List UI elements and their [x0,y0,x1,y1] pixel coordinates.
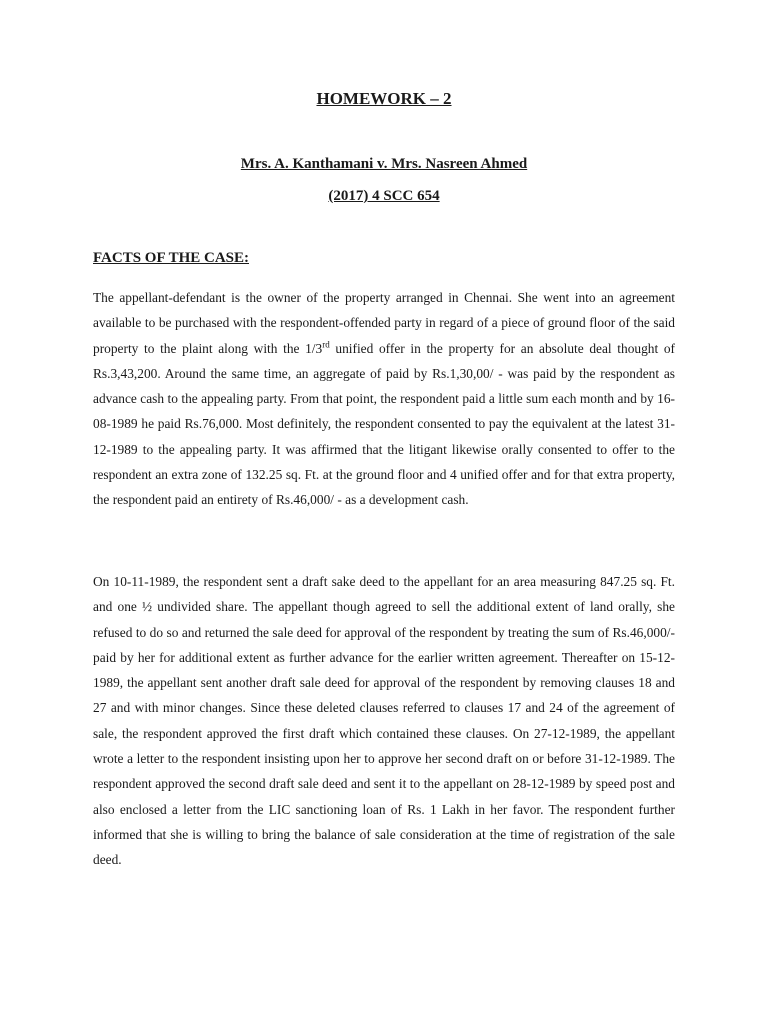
facts-paragraph-2: On 10-11-1989, the respondent sent a draft sake deed to the appellant for an area measuring 847.25 sq. Ft. and one ½ undivided share. The appellant though agreed to sell the additional extent of land orally, she refused to do so and returned the sale deed for approval of the respondent by treating the sum of Rs.46,000/- paid by her for additional extent as further advance for the earlier written agreement. Thereafter on 15-12-1989, the appellant sent another draft sale deed for approval of the respondent by removing clauses 18 and 27 and with minor changes. Since these deleted clauses referred to clauses 17 and 24 of the agreement of sale, the respondent approved the first draft which contained these clauses. On 27-12-1989, the appellant wrote a letter to the respondent insisting upon her to approve her second draft on or before 31-12-1989. The respondent approved the second draft sale deed and sent it to the appellant on 28-12-1989 by speed post and also enclosed a letter from the LIC sanctioning loan of Rs. 1 Lakh in her favor. The respondent further informed that she is willing to bring the balance of sale consideration at the time of registration of the sale deed. [93,574,675,868]
paragraph-1-text-end: unified offer in the property for an absolute deal thought of Rs.3,43,200. Around the same time, an aggregate of paid by Rs.1,30,00/ - was paid by the respondent as advance cash to the appealing party. From that point, the respondent paid a little sum each month and by 16-08-1989 he paid Rs.76,000. Most definitely, the respondent consented to pay the equivalent at the latest 31-12-1989 to the appealing party. It was affirmed that the litigant likewise orally consented to offer to the respondent an extra zone of 132.25 sq. Ft. at the ground floor and 4 unified offer and for that extra property, the respondent paid an entirety of Rs.46,000/ - as a development cash. [93,340,676,508]
case-name: Mrs. A. Kanthamani v. Mrs. Nasreen Ahmed [240,156,528,172]
facts-paragraph-1 [93,285,675,513]
ordinal-superscript: rd [322,339,330,350]
section-heading: FACTS OF THE CASE: [93,250,249,266]
page-title: HOMEWORK – 2 [316,89,452,108]
paragraph-1-text-start: The appellant-defendant is the owner of the property arranged in Chennai. She went into an agreement available to be purchased with the respondent-offended party in regard of a piece of ground floor of the said property to the plaint along with the 1/3 [93,290,675,356]
case-citation: (2017) 4 SCC 654 [328,188,440,204]
